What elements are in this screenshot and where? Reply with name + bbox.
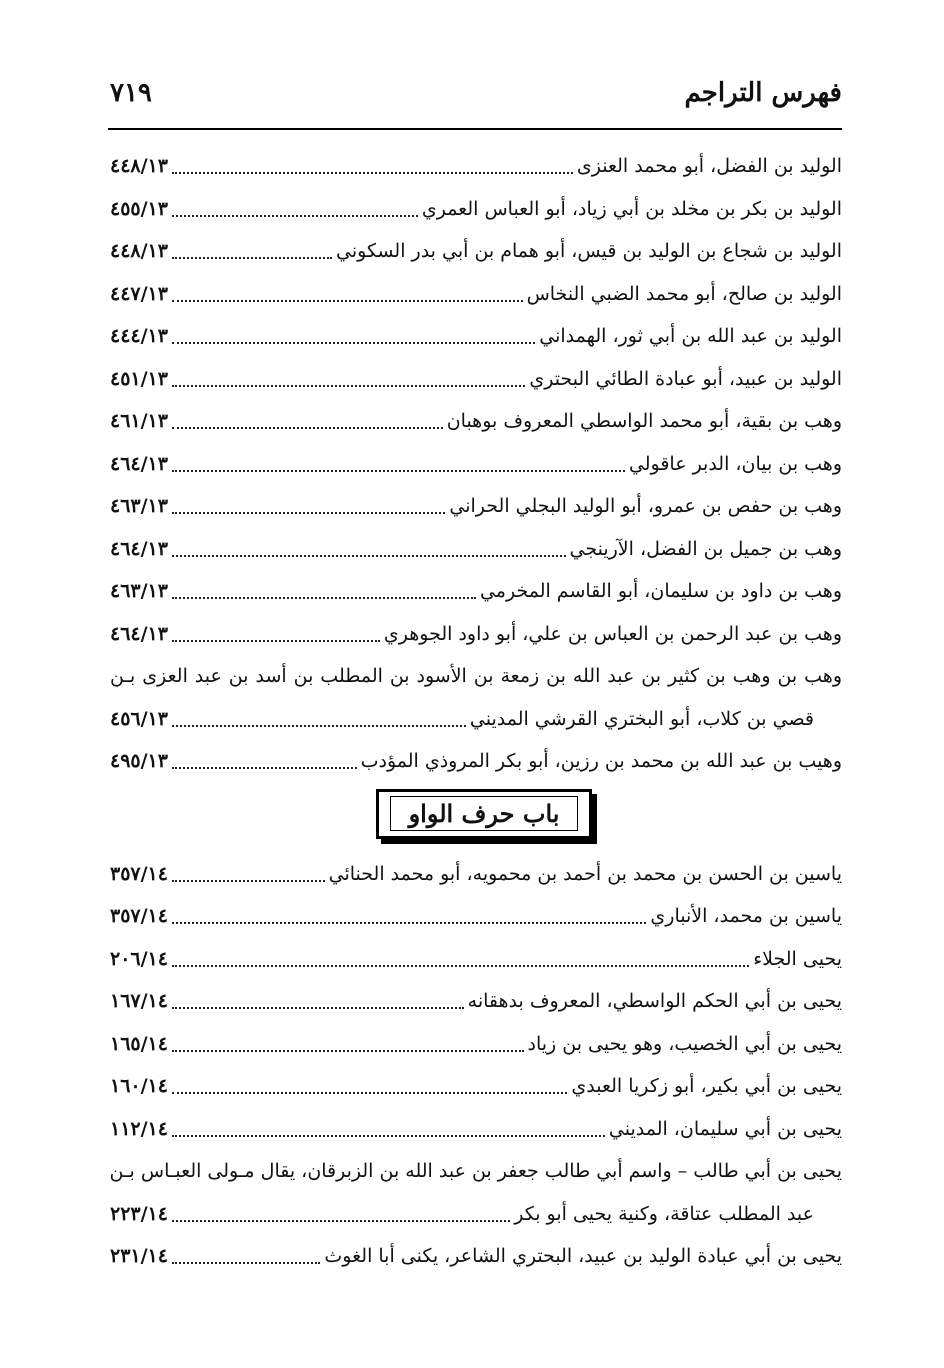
index-entry-continuation: [110, 698, 842, 741]
leader-dots: [172, 711, 466, 727]
entry-ref: ١٦٧/١٤: [110, 990, 168, 1013]
leader-dots: [172, 908, 646, 924]
entry-name: الوليد بن عبد الله بن أبي ثور، الهمداني: [539, 325, 842, 348]
index-entry-continuation: [110, 1193, 842, 1236]
entry-name: الوليد بن صالح، أبو محمد الضبي النخاس: [526, 282, 842, 305]
index-entry: [110, 1108, 842, 1151]
entry-ref: ٢٢٣/١٤: [110, 1202, 168, 1225]
entry-name: ياسين بن محمد، الأنباري: [650, 905, 842, 928]
index-entry: [110, 980, 842, 1023]
index-entry: [110, 1023, 842, 1066]
index-entry: [110, 1065, 842, 1108]
leader-dots: [172, 1206, 510, 1222]
entry-ref: ٤٦٤/١٣: [110, 452, 168, 475]
index-entry: [110, 938, 842, 981]
index-entry: [110, 145, 842, 188]
header-rule: [108, 128, 842, 130]
entry-ref: ٤٦٣/١٣: [110, 580, 168, 603]
leader-dots: [172, 1078, 567, 1094]
entry-ref: ٤٤٨/١٣: [110, 240, 168, 263]
entry-ref: ١٦٠/١٤: [110, 1075, 168, 1098]
entry-name: وهب بن عبد الرحمن بن العباس بن علي، أبو داود الجوهري: [383, 622, 842, 645]
entry-ref: ٤٦١/١٣: [110, 410, 168, 433]
index-entry: [110, 230, 842, 273]
leader-dots: [172, 541, 566, 557]
entry-ref: ٤٤٨/١٣: [110, 155, 168, 178]
entry-name: قصي بن كلاب، أبو البختري القرشي المديني: [469, 707, 814, 730]
index-entry: [110, 740, 842, 783]
index-entry-first-line: [110, 655, 842, 698]
entry-name: الوليد بن الفضل، أبو محمد العنزى: [576, 155, 842, 178]
index-entry: [110, 443, 842, 486]
leader-dots: [172, 951, 749, 967]
entry-name: يحيى بن أبي سليمان، المديني: [608, 1117, 842, 1140]
leader-dots: [172, 498, 445, 514]
entry-name: يحيى الجلاء: [753, 947, 842, 970]
section-walid-wahb: [110, 145, 842, 783]
section-heading: [376, 789, 592, 839]
leader-dots: [172, 158, 573, 174]
entry-ref: ١١٢/١٤: [110, 1117, 168, 1140]
entry-ref: ٤٤٤/١٣: [110, 325, 168, 348]
entry-name: يحيى بن أبي طالب – واسم أبي طالب جعفر بن عبد الله بن الزبرقان، يقال مـولى العبـاس بـن: [109, 1160, 842, 1183]
leader-dots: [172, 583, 476, 599]
leader-dots: [172, 1248, 320, 1264]
entry-ref: ٤٩٥/١٣: [110, 750, 168, 773]
entry-ref: ٤٥١/١٣: [110, 367, 168, 390]
entry-name: وهب بن بيان، الدبر عاقولي: [628, 452, 842, 475]
entry-name: عبد المطلب عتاقة، وكنية يحيى أبو بكر: [514, 1202, 814, 1225]
index-entry: [110, 485, 842, 528]
index-entry: [110, 315, 842, 358]
entry-ref: ٣٥٧/١٤: [110, 862, 168, 885]
section-heading-label: باب حرف الواو: [390, 796, 579, 831]
index-entry: [110, 188, 842, 231]
index-entry: [110, 853, 842, 896]
leader-dots: [172, 1121, 605, 1137]
leader-dots: [172, 413, 443, 429]
leader-dots: [172, 866, 325, 882]
index-entry: [110, 400, 842, 443]
entry-ref: ١٦٥/١٤: [110, 1032, 168, 1055]
entry-ref: ٤٥٥/١٣: [110, 197, 168, 220]
index-entry: [110, 895, 842, 938]
entry-ref: ٤٦٣/١٣: [110, 495, 168, 518]
leader-dots: [172, 753, 357, 769]
entry-ref: ٤٦٤/١٣: [110, 622, 168, 645]
leader-dots: [172, 201, 418, 217]
index-entry: [110, 570, 842, 613]
index-entries: [110, 145, 842, 1278]
page-title: فهرس التراجم: [684, 78, 842, 108]
page-header: [110, 78, 842, 118]
entry-name: يحيى بن أبي الخصيب، وهو يحيى بن زياد: [527, 1032, 842, 1055]
entry-name: الوليد بن شجاع بن الوليد بن قيس، أبو همام بن أبي بدر السكوني: [336, 240, 842, 263]
leader-dots: [172, 328, 535, 344]
entry-ref: ٤٤٧/١٣: [110, 282, 168, 305]
entry-name: وهب بن جميل بن الفضل، الآرينجي: [569, 537, 842, 560]
entry-ref: ٣٥٧/١٤: [110, 905, 168, 928]
entry-ref: ٢٣١/١٤: [110, 1245, 168, 1268]
leader-dots: [172, 371, 525, 387]
entry-name: وهب بن بقية، أبو محمد الواسطي المعروف بوهبان: [446, 410, 842, 433]
entry-ref: ٤٦٤/١٣: [110, 537, 168, 560]
entry-name: وهيب بن عبد الله بن محمد بن رزين، أبو بكر المروذي المؤدب: [360, 750, 842, 773]
entry-name: الوليد بن بكر بن مخلد بن أبي زياد، أبو العباس العمري: [421, 197, 842, 220]
index-entry: [110, 528, 842, 571]
entry-name: الوليد بن عبيد، أبو عبادة الطائي البحتري: [529, 367, 842, 390]
leader-dots: [172, 626, 380, 642]
index-entry: [110, 613, 842, 656]
section-yasin-yahya: [110, 853, 842, 1278]
entry-ref: ٤٥٦/١٣: [110, 707, 168, 730]
leader-dots: [172, 456, 625, 472]
entry-name: وهب بن داود بن سليمان، أبو القاسم المخرمي: [479, 580, 842, 603]
entry-name: يحيى بن أبي بكير، أبو زكريا العبدي: [571, 1075, 842, 1098]
entry-name: يحيى بن أبي الحكم الواسطي، المعروف بدهقانه: [467, 990, 842, 1013]
leader-dots: [172, 286, 523, 302]
index-entry: [110, 358, 842, 401]
entry-ref: ٢٠٦/١٤: [110, 947, 168, 970]
index-entry: [110, 1235, 842, 1278]
entry-name: يحيى بن أبي عبادة الوليد بن عبيد، البحتري الشاعر، يكنى أبا الغوث: [324, 1245, 842, 1268]
index-entry-first-line: [110, 1150, 842, 1193]
entry-name: وهب بن وهب بن كثير بن عبد الله بن زمعة بن الأسود بن المطلب بن أسد بن عبد العزى بـن: [110, 665, 842, 688]
leader-dots: [172, 993, 464, 1009]
page-number: ٧١٩: [110, 78, 152, 108]
leader-dots: [172, 243, 332, 259]
index-entry: [110, 273, 842, 316]
entry-name: وهب بن حفص بن عمرو، أبو الوليد البجلي الحراني: [449, 495, 842, 518]
leader-dots: [172, 1036, 524, 1052]
entry-name: ياسين بن الحسن بن محمد بن أحمد بن محمويه، أبو محمد الحنائي: [328, 862, 842, 885]
